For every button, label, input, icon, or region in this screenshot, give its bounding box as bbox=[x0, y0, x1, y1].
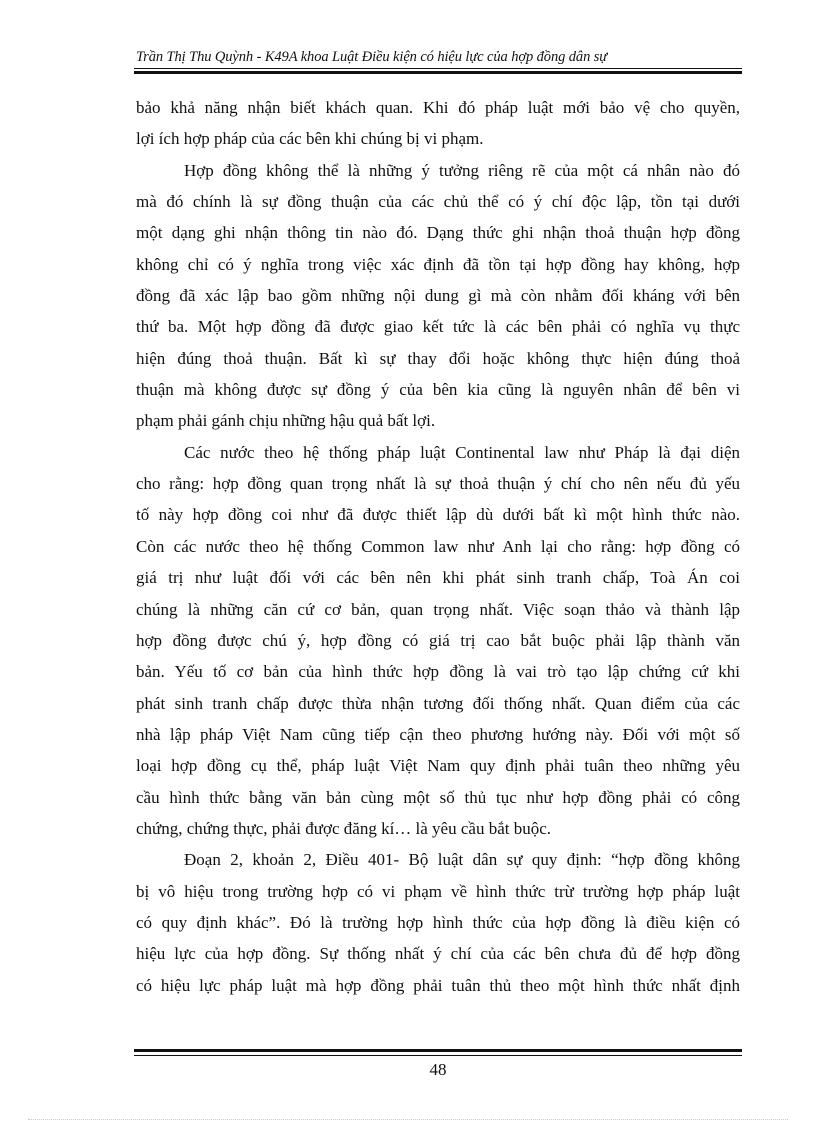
text-line: chúng là những căn cứ cơ bản, quan trọng nhất. Việc soạn thảo và thành lập bbox=[136, 599, 740, 619]
text-line: không chỉ có ý nghĩa trong việc xác định đã tồn tại hợp đồng hay không, hợp bbox=[136, 254, 740, 274]
text-line: đồng đã xác lập bao gồm những nội dung gì mà còn nhằm đối kháng với bên bbox=[136, 286, 740, 306]
text-line: hợp đồng được chú ý, hợp đồng có giá trị cao bắt buộc phải lập thành văn bbox=[136, 630, 740, 650]
body-text bbox=[136, 92, 740, 1001]
text-line: thứ ba. Một hợp đồng đã được giao kết tức là các bên phải có nghĩa vụ thực bbox=[136, 317, 740, 337]
text-line: thuận mà không được sự đồng ý của bên kia cũng là nguyên nhân để bên vi bbox=[136, 380, 740, 400]
text-line: lợi ích hợp pháp của các bên khi chúng bị vi phạm. bbox=[136, 129, 484, 149]
text-line: bị vô hiệu trong trường hợp có vi phạm về hình thức trừ trường hợp pháp luật bbox=[136, 881, 740, 901]
text-line: loại hợp đồng cụ thể, pháp luật Việt Nam quy định phải tuân theo những yêu bbox=[136, 756, 740, 776]
text-line: hiệu lực của hợp đồng. Sự thống nhất ý chí của các bên chưa đủ để hợp đồng bbox=[136, 944, 740, 964]
page-edge-divider bbox=[28, 1119, 788, 1120]
text-line: bảo khả năng nhận biết khách quan. Khi đó pháp luật mới bảo vệ cho quyền, bbox=[136, 98, 740, 117]
footer-rule-thick bbox=[134, 1049, 742, 1052]
text-line: nhà lập pháp Việt Nam cũng tiếp cận theo phương hướng này. Đối với một số bbox=[136, 724, 740, 744]
text-line: hiện đúng thoả thuận. Bất kì sự thay đổi hoặc không thực hiện đúng thoả bbox=[136, 348, 740, 368]
text-line: có hiệu lực pháp luật mà hợp đồng phải tuân thủ theo một hình thức nhất định bbox=[136, 975, 740, 995]
text-line: có quy định khác”. Đó là trường hợp hình thức của hợp đồng là điều kiện có bbox=[136, 912, 740, 932]
text-line: phạm phải gánh chịu những hậu quả bất lợi. bbox=[136, 411, 436, 431]
text-line: tố này hợp đồng coi như đã được thiết lập dù dưới bất kì một hình thức nào. bbox=[136, 505, 740, 525]
text-line: phát sinh tranh chấp được thừa nhận tương đối thống nhất. Quan điểm của các bbox=[136, 693, 740, 713]
paragraph-first-line: Hợp đồng không thể là những ý tưởng riêng rẽ của một cá nhân nào đó bbox=[184, 160, 740, 180]
footer-rule bbox=[134, 1055, 742, 1056]
text-line: một dạng ghi nhận thông tin nào đó. Dạng thức ghi nhận thoả thuận hợp đồng bbox=[136, 223, 740, 243]
text-line: Còn các nước theo hệ thống Common law như Anh lại cho rằng: hợp đồng có bbox=[136, 536, 740, 556]
page-number: 48 bbox=[429, 1060, 447, 1079]
text-line: chứng, chứng thực, phải được đăng kí… là yêu cầu bắt buộc. bbox=[136, 818, 552, 838]
text-line: giá trị như luật đối với các bên nên khi phát sinh tranh chấp, Toà Án coi bbox=[136, 568, 740, 588]
text-line: cầu hình thức bằng văn bản cùng một số thủ tục như hợp đồng phải có công bbox=[136, 787, 740, 807]
paragraph-first-line: Các nước theo hệ thống pháp luật Continental law như Pháp là đại diện bbox=[184, 442, 740, 462]
paragraph-first-line: Đoạn 2, khoản 2, Điều 401- Bộ luật dân sự quy định: “hợp đồng không bbox=[184, 850, 740, 870]
text-line: mà đó chính là sự đồng thuận của các chủ thể có ý chí độc lập, tồn tại dưới bbox=[136, 192, 740, 212]
text-line: cho rằng: hợp đồng quan trọng nhất là sự thoả thuận ý chí cho nên nếu đủ yếu bbox=[136, 474, 740, 494]
header-rule bbox=[134, 68, 742, 69]
text-line: bản. Yếu tố cơ bản của hình thức hợp đồng là vai trò tạo lập chứng cứ khi bbox=[136, 662, 740, 682]
page-header: Trần Thị Thu Quỳnh - K49A khoa Luật Điều kiện có hiệu lực của hợp đồng dân sự bbox=[136, 49, 608, 65]
header-rule-thick bbox=[134, 71, 742, 74]
